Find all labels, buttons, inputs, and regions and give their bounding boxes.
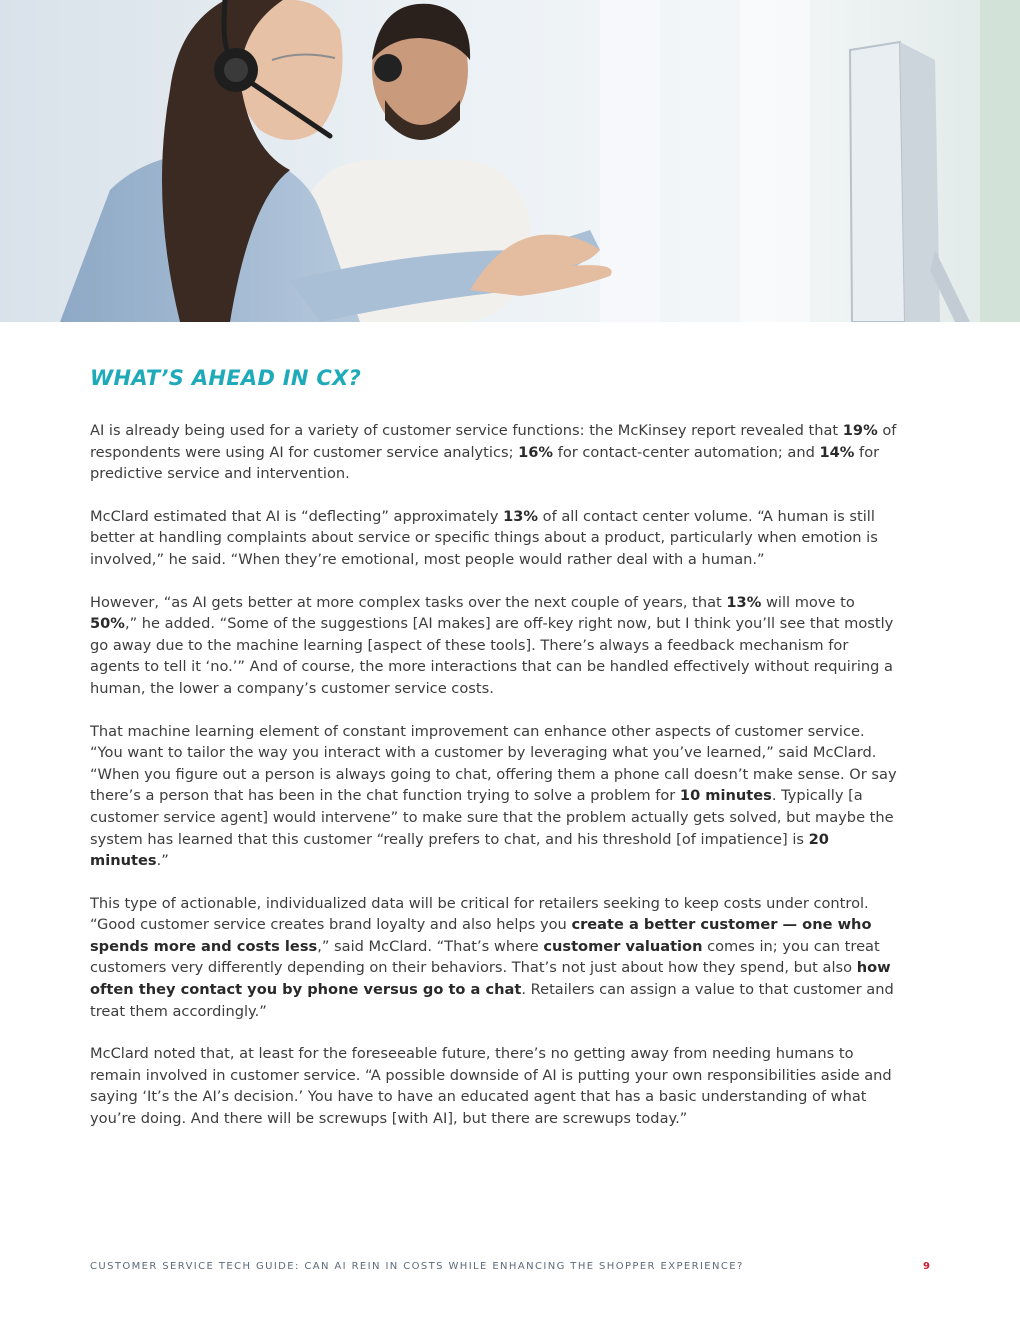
footer-title: CUSTOMER SERVICE TECH GUIDE: CAN AI REIN IN COSTS WHILE ENHANCING THE SHOPPER EXPERIENCE? [90, 1261, 744, 1272]
paragraph-ai-usage [90, 420, 900, 485]
paragraph-machine-learning [90, 721, 900, 872]
text-span: for contact-center automation; and [553, 443, 820, 461]
stat-19: 19% [842, 422, 878, 439]
text-span: McClard estimated that AI is “deflecting” approximately [90, 507, 504, 525]
text-span: of all contact center volume. “A human is still better at handling complaints about service or specific things about a product, particularly when emotion is involved,” he said. “When they’re emotional, most people would rather deal with a human.” [90, 507, 878, 568]
stat-13: 13% [726, 593, 762, 611]
text-span: That machine learning element of constant improvement can enhance other aspects of customer service. “You want to tailor the way you interact with a customer by leveraging what you’ve learned,” said McClard. “When you figure out a person is always going to chat, offering them a phone call doesn’t make sense. Or say there’s a person that has been in the chat function trying to solve a problem for [90, 722, 897, 805]
text-span: comes in; you can treat customers very differently depending on their behaviors. That’s not just about how they spend, but also [90, 937, 880, 977]
text-span: ,” said McClard. “That’s where [317, 937, 544, 955]
stat-14: 14% [819, 443, 855, 461]
paragraph-actionable-data [90, 893, 900, 1023]
stat-20-minutes: 20 minutes [90, 830, 829, 870]
emphasis-customer-valuation: customer valuation [543, 937, 703, 955]
text-span: . Typically [a customer service agent] would intervene” to make sure that the problem actually gets solved, but maybe the system has learned that this customer “really prefers to chat, and his threshold [of impatience] is [90, 787, 894, 848]
emphasis-better-customer: create a better customer — one who spends more and costs less [90, 916, 872, 955]
section-heading: WHAT’S AHEAD IN CX? [90, 366, 362, 390]
paragraph-humans-involved [90, 1043, 900, 1129]
text-span: .” [156, 852, 169, 870]
text-span: AI is already being used for a variety of customer service functions: the McKinsey report revealed that [90, 422, 843, 439]
text-span: will move to [761, 593, 855, 611]
text-span: for predictive service and intervention. [90, 443, 880, 483]
emphasis-contact-channel: how often they contact you by phone versus go to a chat [90, 959, 891, 999]
text-span: of respondents were using AI for customer service analytics; [90, 422, 897, 461]
text-span: McClard noted that, at least for the foreseeable future, there’s no getting away from needing humans to remain involved in customer service. “A possible downside of AI is putting your own responsibilities aside and saying ‘It’s the AI’s decision.’ You have to have an educated agent that has a basic understanding of what you’re doing. And there will be screwups [with AI], but there are screwups today.” [90, 1045, 892, 1128]
text-span: However, “as AI gets better at more complex tasks over the next couple of years, that [90, 593, 727, 611]
text-span: ,” he added. “Some of the suggestions [AI makes] are off-key right now, but I think you’ll see that mostly go away due to the machine learning [aspect of these tools]. There’s always a feedback mechanism for agents to tell it ‘no.’” And of course, the more interactions that can be handled effectively without requiring a human, the lower a company’s customer service costs. [90, 615, 894, 697]
text-span: . Retailers can assign a value to that customer and treat them accordingly.” [90, 981, 894, 1020]
call-center-illustration [0, 0, 1020, 322]
paragraph-deflecting [90, 506, 900, 571]
paragraph-complex-tasks [90, 592, 900, 700]
hero-photo [0, 0, 1020, 322]
stat-13: 13% [503, 507, 539, 525]
stat-16: 16% [518, 443, 554, 461]
stat-10-minutes: 10 minutes [679, 787, 772, 805]
page-footer [90, 1261, 930, 1275]
page-number: 9 [923, 1261, 930, 1272]
article-body [90, 420, 900, 1151]
text-span: This type of actionable, individualized data will be critical for retailers seeking to keep costs under control. “Good customer service creates brand loyalty and also helps you [90, 894, 869, 934]
stat-50: 50% [90, 615, 125, 633]
